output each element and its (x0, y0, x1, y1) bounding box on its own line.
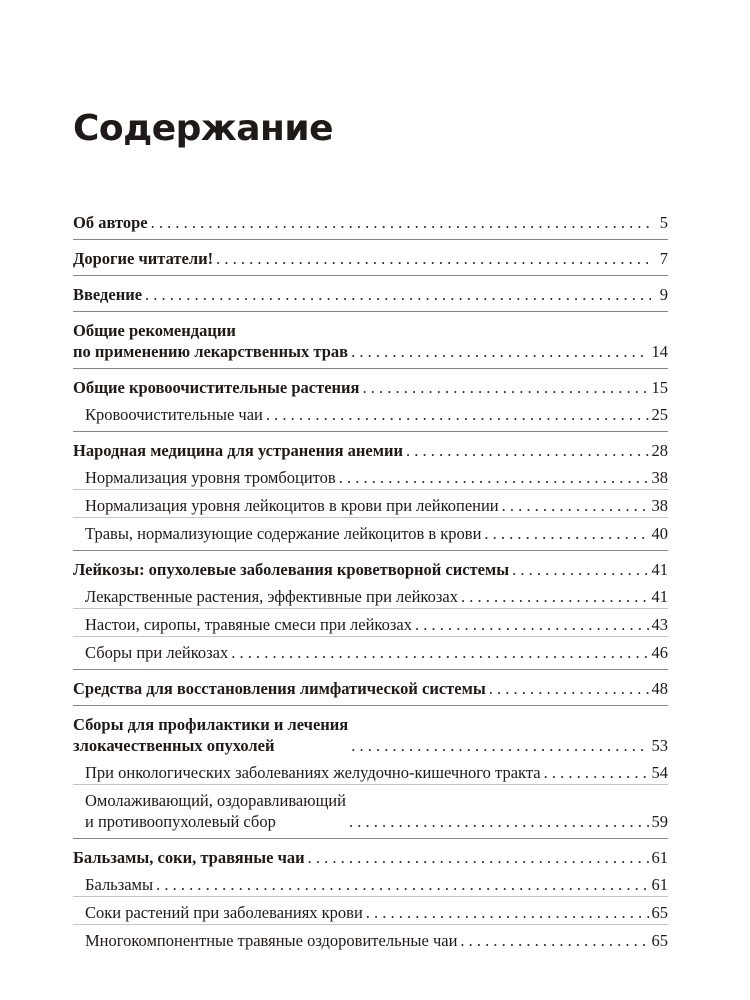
toc-subsection-entry[interactable] (73, 399, 668, 426)
toc-dot-leader (351, 341, 648, 362)
toc-page-number: 9 (659, 285, 668, 304)
page-title: Содержание (73, 108, 334, 149)
toc-page-number: 46 (651, 643, 668, 662)
toc-dot-leader (415, 614, 649, 635)
toc-group (73, 839, 668, 957)
toc-page-number: 28 (651, 441, 668, 460)
toc-dot-leader (489, 678, 649, 699)
toc-entry-title-line: по применению лекарственных трав (73, 342, 349, 361)
toc-entry-title-line: Нормализация уровня лейкоцитов в крови при лейкопении (85, 496, 499, 515)
toc-entry-title-line: Народная медицина для устранения анемии (73, 441, 403, 460)
toc-chapter-entry[interactable] (73, 315, 668, 363)
toc-entry-title-line: и противоопухолевый сбор (85, 812, 276, 831)
toc-page-number: 59 (651, 812, 668, 831)
toc-subsection-entry[interactable] (73, 636, 668, 664)
toc-entry-title (73, 284, 142, 305)
toc-dot-leader (339, 467, 649, 488)
toc-entry-title (85, 902, 363, 923)
toc-dot-leader (502, 495, 649, 516)
toc-chapter-entry[interactable] (73, 372, 668, 399)
toc-entry-title (85, 495, 499, 516)
toc-subsection-entry[interactable] (73, 896, 668, 924)
toc-group (73, 276, 668, 312)
toc-group (73, 706, 668, 839)
toc-subsection-entry[interactable] (73, 869, 668, 896)
toc-page-number: 25 (651, 405, 668, 424)
toc-page-number: 65 (651, 903, 668, 922)
toc-subsection-entry[interactable] (73, 608, 668, 636)
toc-page-number: 5 (659, 213, 668, 232)
toc-dot-leader (544, 762, 649, 783)
toc-page-number: 38 (651, 468, 668, 487)
toc-group (73, 312, 668, 369)
toc-entry-title (85, 874, 153, 895)
toc-chapter-entry[interactable] (73, 243, 668, 270)
toc-dot-leader (351, 735, 648, 756)
toc-page-number: 53 (651, 736, 668, 755)
toc-chapter-entry[interactable] (73, 435, 668, 462)
toc-subsection-entry[interactable] (73, 924, 668, 952)
toc-entry-title (85, 930, 457, 951)
toc-dot-leader (460, 930, 648, 951)
toc-chapter-entry[interactable] (73, 709, 668, 757)
toc-dot-leader (484, 523, 648, 544)
toc-dot-leader (406, 440, 649, 461)
toc-group (73, 670, 668, 706)
toc-entry-title (85, 790, 346, 832)
toc-page-number: 40 (651, 524, 668, 543)
toc-entry-title (73, 559, 509, 580)
toc-entry-title-line: Сборы для профилактики и лечения (73, 715, 349, 734)
toc-entry-title-line: Общие рекомендации (73, 321, 236, 340)
toc-page-number: 38 (651, 496, 668, 515)
toc-entry-title-line: злокачественных опухолей (73, 736, 275, 755)
toc-entry-title (73, 440, 403, 461)
toc-entry-title-line: Общие кровоочистительные растения (73, 378, 360, 397)
toc-page-number: 15 (651, 378, 668, 397)
toc-dot-leader (266, 404, 649, 425)
toc-page-number: 43 (651, 615, 668, 634)
toc-group (73, 432, 668, 551)
toc-page-number: 61 (651, 875, 668, 894)
toc-dot-leader (216, 248, 651, 269)
toc-subsection-entry[interactable] (73, 462, 668, 489)
toc-entry-title-line: Средства для восстановления лимфатической системы (73, 679, 486, 698)
toc-entry-title-line: Многокомпонентные травяные оздоровительные чаи (85, 931, 458, 950)
toc-entry-title-line: Сборы при лейкозах (85, 643, 229, 662)
toc-chapter-entry[interactable] (73, 554, 668, 581)
toc-entry-title-line: Лейкозы: опухолевые заболевания кроветворной системы (73, 560, 510, 579)
toc-entry-title-line: Настои, сиропы, травяные смеси при лейкозах (85, 615, 412, 634)
toc-entry-title (73, 678, 486, 699)
toc-group (73, 240, 668, 276)
toc-entry-title-line: Бальзамы, соки, травяные чаи (73, 848, 305, 867)
toc-page-number: 61 (651, 848, 668, 867)
table-of-contents (73, 204, 668, 957)
toc-subsection-entry[interactable] (73, 581, 668, 608)
toc-page-number: 65 (651, 931, 668, 950)
toc-group (73, 551, 668, 670)
toc-entry-title (73, 320, 348, 362)
toc-entry-title-line: Омолаживающий, оздоравливающий (85, 791, 346, 810)
toc-entry-title-line: Дорогие читатели! (73, 249, 214, 268)
toc-page-number: 7 (659, 249, 668, 268)
toc-dot-leader (231, 642, 648, 663)
toc-subsection-entry[interactable] (73, 784, 668, 833)
toc-entry-title (85, 586, 458, 607)
toc-subsection-entry[interactable] (73, 489, 668, 517)
toc-group (73, 204, 668, 240)
toc-page-number: 48 (651, 679, 668, 698)
toc-entry-title-line: Лекарственные растения, эффективные при лейкозах (85, 587, 458, 606)
toc-entry-title (85, 404, 263, 425)
toc-entry-title (85, 467, 336, 488)
toc-entry-title-line: Об авторе (73, 213, 148, 232)
toc-dot-leader (145, 284, 651, 305)
toc-entry-title (85, 642, 228, 663)
toc-chapter-entry[interactable] (73, 207, 668, 234)
toc-subsection-entry[interactable] (73, 517, 668, 545)
toc-entry-title-line: Нормализация уровня тромбоцитов (85, 468, 336, 487)
toc-entry-title (73, 847, 305, 868)
toc-entry-title-line: Кровоочистительные чаи (85, 405, 263, 424)
toc-entry-title (73, 714, 348, 756)
toc-group (73, 369, 668, 432)
toc-entry-title-line: Травы, нормализующие содержание лейкоцитов в крови (85, 524, 482, 543)
toc-subsection-entry[interactable] (73, 757, 668, 784)
toc-dot-leader (151, 212, 651, 233)
toc-chapter-entry[interactable] (73, 842, 668, 869)
toc-entry-title-line: Соки растений при заболеваниях крови (85, 903, 363, 922)
toc-entry-title (85, 523, 481, 544)
toc-page-number: 14 (651, 342, 668, 361)
toc-page-number: 41 (651, 587, 668, 606)
toc-chapter-entry[interactable] (73, 673, 668, 700)
toc-page-number: 41 (651, 560, 668, 579)
toc-dot-leader (461, 586, 649, 607)
toc-entry-title (85, 762, 541, 783)
toc-page-number: 54 (651, 763, 668, 782)
toc-dot-leader (366, 902, 649, 923)
toc-dot-leader (156, 874, 648, 895)
toc-dot-leader (308, 847, 649, 868)
toc-entry-title (85, 614, 412, 635)
toc-entry-title-line: Бальзамы (85, 875, 154, 894)
toc-entry-title (73, 377, 359, 398)
toc-dot-leader (512, 559, 648, 580)
toc-entry-title (73, 212, 148, 233)
toc-dot-leader (349, 811, 649, 832)
toc-entry-title-line: Введение (73, 285, 143, 304)
toc-dot-leader (362, 377, 648, 398)
toc-entry-title (73, 248, 213, 269)
toc-entry-title-line: При онкологических заболеваниях желудочно-кишечного тракта (85, 763, 541, 782)
toc-chapter-entry[interactable] (73, 279, 668, 306)
